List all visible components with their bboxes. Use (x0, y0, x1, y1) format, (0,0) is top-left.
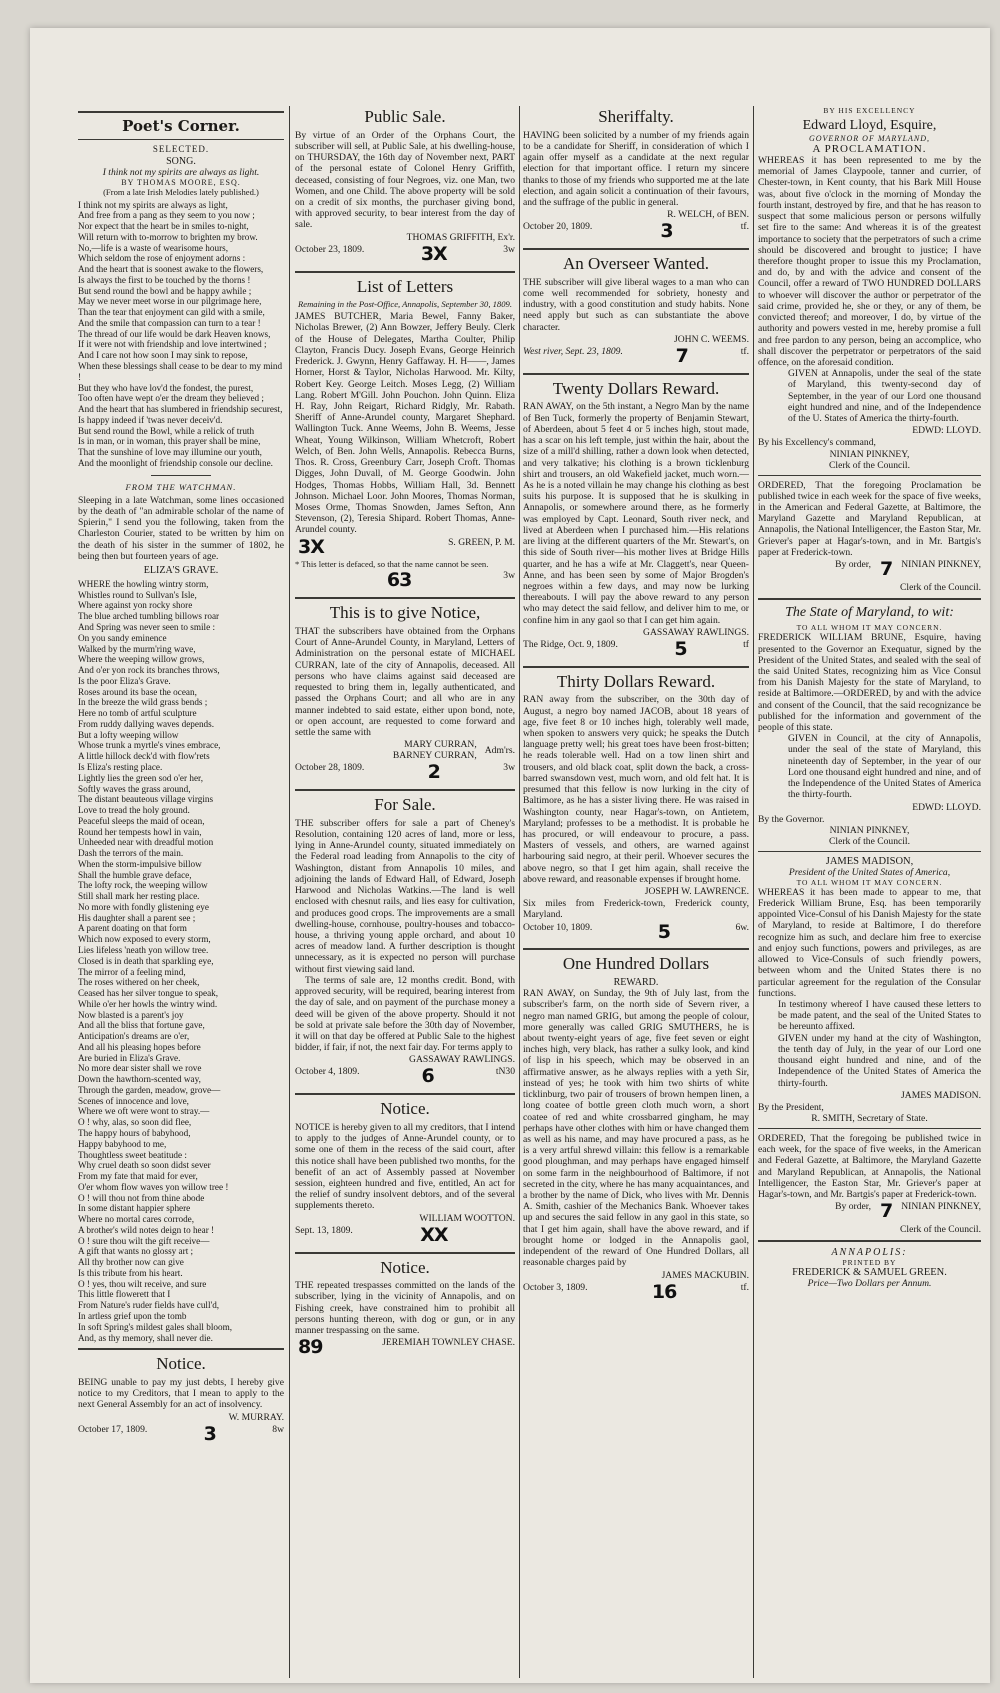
by-order-label: By order, (835, 1201, 871, 1213)
public-sale-text: By virtue of an Order of the Orphans Court, the subscriber will sell, at Public Sale, at his dwelling-house, on THURSDAY, the 16th day of November next, PART of the personal estate of Colonel Henry Griffith, deceased, consisting of four Negroes, viz. one Man, two Women, and one Child. The above property will be sold on a credit of six months, the purchaser giving bond, with approved security, to bear interest from the day of sale. (295, 129, 515, 231)
twenty-dollars-dateline (523, 639, 749, 661)
divider (758, 851, 981, 852)
handwritten-mark: 89 (298, 1336, 323, 1359)
letters-signature: S. GREEN, P. M. (448, 536, 515, 548)
state-by-governor: By the Governor. (758, 813, 825, 825)
state-clerk: NINIAN PINKNEY, (829, 824, 910, 836)
newspaper-page (30, 28, 990, 1683)
watchman-source: FROM THE WATCHMAN. (125, 481, 237, 492)
handwritten-mark: 3 (203, 1422, 216, 1445)
poets-corner-heading: Poet's Corner. (122, 117, 240, 135)
proclamation-header: BY HIS EXCELLENCY (823, 106, 916, 115)
ordered-2-signature-line (758, 1201, 981, 1223)
public-sale-signature: THOMAS GRIFFITH, Ex'r. (406, 231, 515, 243)
divider (523, 373, 749, 375)
sheriffalty-dateline (523, 221, 749, 243)
thirty-dollars-dateline (523, 922, 749, 944)
sheriffalty-title: Sheriffalty. (598, 107, 674, 126)
notice-date: October 28, 1809. (295, 762, 365, 774)
curran-dateline (295, 762, 515, 784)
hundred-dollars-dateline (523, 1282, 749, 1304)
notice-date: October 17, 1809. (78, 1423, 148, 1435)
madison-secretary: R. SMITH, Secretary of State. (811, 1113, 928, 1125)
letters-signature-line (295, 537, 515, 559)
proclamation-command: By his Excellency's command, (758, 437, 876, 449)
madison-name: JAMES MADISON, (825, 855, 914, 867)
letters-marks (295, 570, 515, 592)
thirty-dollars-text: RAN away from the subscriber, on the 30th day of August, a negro boy named JACOB, about 18 years of age, five feet 8 or 10 inches high, tolerably well made, when spoken to answers very quick; he speaks the Dutch language pretty well; his great toes have been frost-bitten; he reads tolerable well. Had on a tow linen shirt and trousers, and old black coat, split down the back, a cross-barred swansdown vest, much worn, and old felt hat. It is presumed that this fellow is now lurking in the city of Baltimore, as he has a sister living there. He was raised in Washington county, near Hagar's-town, on Antietem, Maryland; professes to be a methodist. It is probable he has procured, or will endeavour to procure, a pass. Masters of vessels, and others, are warned against harbouring said negro, at their peril. Whoever secures the above negro, so that I get him again, shall receive the above reward, and reasonable expenses if brought home. (523, 694, 749, 885)
divider (78, 111, 284, 113)
notice-date: October 20, 1809. (523, 221, 593, 233)
divider (523, 948, 749, 950)
for-sale-title: For Sale. (374, 795, 436, 815)
watchman-intro: Sleeping in a late Watchman, some lines occasioned by the death of "an admirable scholar of the name of Spierin," I send you the following, taken from the Charleston Courier, stated to be written by him on the death of his sister in the summer of 1802, he being then but fourteen years of age. (78, 494, 284, 562)
madison-testimony: In testimony whereof I have caused these letters to be made patent, and the seal of the United States to be hereunto affixed. (778, 999, 981, 1033)
notice-murray-signature: W. MURRAY. (228, 1411, 284, 1423)
insertion-code: 3w (503, 243, 515, 255)
divider (295, 789, 515, 791)
thirty-dollars-signature: JOSEPH W. LAWRENCE. (644, 886, 749, 898)
proclamation-given: GIVEN at Annapolis, under the seal of the state of Maryland, this twenty-second day of September, in the year of our Lord one thousand eight hundred and nine, and of the Independence of the U. States of America the thirty-fourth. (788, 368, 981, 425)
twenty-dollars-text: RAN AWAY, on the 5th instant, a Negro Man by the name of Ben Tuck, formerly the property of Benjamin Stewart, of Aberdeen, about 5 feet 4 or 5 inches high, stout made, has a scar on his left temple, just within the hair, about the size of a mill'd shilling, rather a down look when detected, and very talkative; his clothing is a brown ticklenburg shirt and trousers, an old Wakefield jacket, much worn.—As he is a noted villain he may change his clothing as best suits his purpose. It is supposed that he is skulking in Annapolis, or somewhere around there, as he formerly was employed by Capt. Leonard, South river neck, and lived at Aberdeen when I purchased him.—His relations are living at the different quarters of the Mr. Stewart's, on this side of South river—his mother lives at Bridge Hills quarter, and he has a wife at Mr. Claggett's, near Queen-Anne, and has been seen by some of Major Brogden's negroes within a few days, and may now be lurking thereabouts. I will pay the above reward to any person who may detect the said fellow, and deliver him to me, or confine him in any gaol so that I can get him again. (523, 401, 749, 626)
insertion-code: tf. (740, 1281, 749, 1293)
handwritten-mark: 16 (651, 1280, 677, 1303)
chase-notice-title: Notice. (380, 1257, 430, 1277)
divider (758, 475, 981, 476)
song-first-line: I think not my spirits are always as light. (102, 166, 260, 178)
insertion-code: tf. (740, 345, 749, 357)
grave-title: ELIZA'S GRAVE. (143, 564, 219, 576)
handwritten-mark: 3X (298, 535, 324, 558)
madison-signature: JAMES MADISON. (901, 1089, 981, 1101)
divider (758, 1240, 981, 1242)
proclamation-clerk: NINIAN PINKNEY, (829, 448, 910, 460)
notice-murray-dateline (78, 1424, 284, 1446)
handwritten-mark: 63 (386, 569, 412, 592)
divider (523, 248, 749, 250)
notice-date: West river, Sept. 23, 1809. (523, 345, 623, 357)
wootton-notice-text: NOTICE is hereby given to all my creditors, that I intend to apply to the judges of Anne-Arundel county, or to some one of them in the recess of the said court, after this notice shall have been published two months, for the benefit of an act of Assembly passed at November session, eighteen hundred and five, entitled, An act for the relief of sundry insolvent debtors, and of the several supplements thereto. (295, 1121, 515, 1212)
hundred-dollars-signature: JAMES MACKUBIN. (661, 1269, 749, 1281)
ordered-signature: NINIAN PINKNEY, (901, 559, 981, 571)
governor-title: GOVERNOR OF MARYLAND, (808, 134, 931, 143)
imprint-printers: FREDERICK & SAMUEL GREEN. (792, 1267, 947, 1279)
public-sale-dateline (295, 244, 515, 266)
governor-name: Edward Lloyd, Esquire, (802, 118, 937, 133)
notice-date: Sept. 13, 1809. (295, 1224, 353, 1236)
divider (758, 598, 981, 600)
handwritten-mark: 6 (421, 1065, 434, 1088)
signature-role: Adm'rs. (484, 744, 515, 756)
sale-date: October 4, 1809. (295, 1066, 360, 1078)
curran-notice-title: This is to give Notice, (329, 603, 481, 623)
divider (523, 666, 749, 668)
imprint-printed-by: PRINTED BY (842, 1258, 897, 1268)
curran-signatures (295, 739, 515, 761)
column-2 (295, 106, 515, 1360)
state-signature: EDWD: LLOYD. (912, 801, 981, 813)
chase-notice-text: THE repeated trespasses committed on the lands of the subscriber, lying in the vicinity of Annapolis, and on Fishing creek, have constrained him to prohibit all persons hunting thereon, with dog or gun, or in any manner trespassing on the same. (295, 1280, 515, 1337)
ordered-notice-1: ORDERED, That the foregoing Proclamation be published twice in each week for the space of five weeks, in the American and Federal Gazette, at Baltimore, the Maryland Gazette and Maryland Republican, at Annapolis, the National Intelligencer, the Easton Star, Mr. Griever's paper at Hagar's-town, and in Mr. Bartgis's paper at Frederick-town. (758, 479, 981, 558)
insertion-code: 3w (503, 762, 515, 774)
selected-label: SELECTED. (152, 143, 210, 154)
hundred-dollars-subtitle: REWARD. (613, 977, 659, 989)
handwritten-mark: XX (420, 1223, 448, 1246)
handwritten-mark: 7 (879, 1200, 893, 1223)
column-4 (758, 106, 981, 1289)
ordered-notice-2: ORDERED, That the foregoing be published twice in each week, for the space of five weeks, in the American and Federal Gazette, at Baltimore, the Maryland Gazette and Maryland Republican, at Annapolis, the National Intelligencer, the Easton Star, Mr. Griever's paper at Hagar's-town, and Mr. Bartgis's paper at Frederick-town. (758, 1133, 981, 1201)
divider (295, 1093, 515, 1095)
column-rule (519, 106, 520, 1678)
sheriffalty-signature: R. WELCH, of BEN. (667, 209, 749, 221)
overseer-text: THE subscriber will give liberal wages to a man who can come well recommended for sobriety, honesty and industry, with a good constitution and study habits. None need apply but such as can substantiate the above character. (523, 276, 749, 333)
state-subtitle: TO ALL WHOM IT MAY CONCERN. (796, 623, 943, 633)
madison-subtitle: TO ALL WHOM IT MAY CONCERN. (796, 877, 943, 887)
song-source: (From a late Irish Melodies lately published.) (103, 186, 259, 197)
madison-text: WHEREAS it has been made to appear to me, that Frederick William Brune, Esq. has been temporarily appointed Vice-Consul of his Danish Majesty for the state of Maryland, to reside at Baltimore, I do therefore recognize him as such, and declare him free to exercise and enjoy such functions, powers and privileges, as are allowed to Vice-Consuls of such friendly powers, between whom and the United States there is no particular agreement for the regulation of the Consular functions. (758, 886, 981, 999)
divider (78, 1348, 284, 1350)
wootton-signature: WILLIAM WOOTTON. (419, 1212, 515, 1224)
notice-date: October 3, 1809. (523, 1281, 588, 1293)
notice-murray-title: Notice. (156, 1354, 206, 1374)
hundred-dollars-text: RAN AWAY, on Sunday, the 9th of July last, from the subscriber's farm, on the north side of Severn river, a negro man named GRIG, but among the people of colour, more generally was called GRIG SMUTHERS, he is about twenty-eight years of age, five feet seven or eight inches high, very black, has rather a sulky look, and kind of lisp in his speech, which may be observed in an affirmative answer, as he always replies with a yeth Sir, instead of yes; he took with him two shirts of white ticklinburg, two pair of trousers of brown hempen linen, a long coatee of bottle green cloth much worn, a short coatee of red and white crossbarred gingham, he may perhaps have other clothes with him or have changed them as well as his name, and may have procured a pass, as he is a very artful shrewd villain: this fellow is a remarkable good ploughman, and may perhaps have engaged himself on some farm in the neighbourhood of Baltimore, if not secreted in the city, where he has many acquaintances, and a brother by the name of Dick, who lives with Mr. Dennis A. Smith, cashier of the Mechanics Bank. Whoever takes up and secures the said fellow in any gaol in this state, so that I get him again, shall have the above reward, and if brought home or lodged in the Annapolis gaol, independent of the reward of One Hundred Dollars, all reasonable charges paid by (523, 988, 749, 1269)
wootton-dateline (295, 1225, 515, 1247)
imprint-price: Price—Two Dollars per Annum. (807, 1278, 932, 1290)
column-rule (289, 106, 290, 1678)
letters-title: List of Letters (356, 276, 454, 296)
letters-list: JAMES BUTCHER, Maria Bewel, Fanny Baker, Nicholas Brewer, (2) Ann Bowzer, Jeffery Beuly. Clerk of the House of Delegates, Martha Coulter, Philip Clayton, Francis Ducy. Joseph Evans, George Heinrich Frederick. J. Gwynn, Henry Gaffaway. H. H——, James Horner, Horst & Taylor, Nicholas Harwood. Mr. Kilty, Robert Key. George Leitch. Moses Legg, (2) William Lang. Robert M'Gill. John Pouchon. John Quinn. Eliza H. Ray, John Reigart, Richard Ridgly, Mr. Rabath. Sheriff of Anne-Arundel county, Margaret Shephard. Wallington Tuck. Anne Weems, John B. Weems, Jesse Wheat, Young Wilkinson, William Whetcroft, Robert Welch, of Ben. John Wells, Annapolis. Rebecca Burns, Thos. R. Cross, Greenbury Carr, Joseph Croft. Thomas Digges, John Duvall, of M. George Goodwin. John Hodges, Thomas Hobbs, William Hall, 3d. Bennett Johnson. Michael Loor. John Moores, Thomas Norman, Moses Orme, Thomas Snowden, James Sefton, Ann Stevenson, (2), Teresia Shipard. Robert Thomas, Anne-Arundel county. (295, 311, 515, 536)
page-columns (78, 106, 981, 1678)
handwritten-mark: 2 (427, 761, 440, 784)
state-of-maryland-title: The State of Maryland, to wit: (785, 604, 954, 620)
proclamation-label: A PROCLAMATION. (812, 143, 927, 155)
public-sale-title: Public Sale. (364, 107, 446, 126)
thirty-dollars-title: Thirty Dollars Reward. (556, 671, 716, 691)
by-order-label: By order, (835, 559, 871, 571)
for-sale-dateline (295, 1066, 515, 1088)
letters-note: * This letter is defaced, so that the name cannot be seen. (295, 559, 489, 570)
insertion-code: tf. (740, 221, 749, 233)
grave-verses: WHERE the howling wintry storm, Whistles round to Sullvan's Isle, Where against yon rocky shore The blue arched tumbling billows roar And Spring was never seen to smile : On you sandy eminence Walked by the murm'ring wave, Where the weeping willow grows, And o'er yon rock its branches throws, Is the poor Eliza's Grave. Roses around its base the ocean, In the breeze the wild grass bends ; Here no tomb of artful sculpture From ruddy dallying waves depends. But a lofty weeping willow Whose trunk a myrtle's vines embrace, A little hillock deck'd with flow'rets Is Eliza's resting place. Lightly lies the green sod o'er her, Softly waves the grass around, The distant beauteous village virgins Love to tread the holy ground. Peaceful sleeps the maid of ocean, Round her tempests howl in vain, Unheeded near with dreadful motion Dash the terrors of the main. When the storm-impulsive billow Shall the humble grave deface, The lofty rock, the weeping willow Still shall mark her resting place. No more with fondly glistening eye His daughter shall a parent see ; A parent doating on that form Which now exposed to every storm, Lies lifeless 'neath yon willow tree. Closed is in death that sparkling eye, The mirror of a feeling mind, The roses withered on her cheek, Ceased has her silver tongue to speak, While o'er her howls the wintry wind. Now blasted is a parent's joy And all the bliss that fortune gave, Anticipation's dreams are o'er, And all his pleasing hopes before Are buried in Eliza's Grave. No more dear sister shall we rove Down the hawthorn-scented way, Through the garden, meadow, grove— Scenes of innocence and love, Where we oft were wont to stray.— O ! why, alas, so soon did flee, The happy hours of babyhood, Happy babyhood to me, Thoughtless sweet beatitude : Why cruel death so soon didst sever From my fate that maid for ever, O'er whom flow waves yon willow tree ! O ! will thou not from thine abode In some distant happier sphere Where no mortal cares corrode, A brother's wild notes deign to hear ! O ! sure thou wilt the gift receive— A gift that wants no glossy art ; All thy brother now can give Is this tribute from his heart. O ! yes, thou wilt receive, and sure This little flowerett that I From Nature's ruder fields have cull'd, In artless grief upon the tomb In soft Spring's mildest gales shall bloom, And, as thy memory, shall never die. (78, 578, 233, 1343)
state-given: GIVEN in Council, at the city of Annapolis, under the seal of the state of Maryland, this nineteenth day of September, in the year of our Lord one thousand eight hundred and nine, and of the Independence of the United States of America the thirty-fourth. (788, 733, 981, 801)
madison-by-president: By the President, (758, 1101, 824, 1113)
column-3 (523, 106, 749, 1304)
thirty-dollars-address: Six miles from Frederick-town, Frederick county, Maryland. (523, 898, 749, 921)
for-sale-text: THE subscriber offers for sale a part of Cheney's Resolution, containing 120 acres of land, more or less, lying in Anne-Arundel county, situated immediately on the Federal road leading from Annapolis to the city of Washington, distant from Annapolis 10 miles, and adjoining the lands of Edward Hall, of Edward, Joseph Harwood and Nicholas Watkins.—The land is well enclosed with chesnut rails, and lies easy for cultivation, and produces good crops. The improvements are a small dwelling-house, cornhouse, poultry-houses and tobacco-house, a thriving young apple orchard, and about 10 acres of meadow land. A further description is thought unnecessary, as it is expected no person will purchase without first viewing said land. (295, 817, 515, 975)
notice-date: The Ridge, Oct. 9, 1809. (523, 638, 618, 650)
insertion-code: 3w (503, 570, 515, 582)
handwritten-mark: 5 (657, 920, 670, 943)
overseer-signature: JOHN C. WEEMS. (674, 333, 749, 345)
handwritten-mark: 3 (660, 220, 673, 243)
letters-subtitle: Remaining in the Post-Office, Annapolis, September 30, 1809. (298, 299, 512, 310)
insertion-code: 6w. (735, 921, 749, 933)
madison-title: President of the United States of America, (788, 866, 951, 878)
signature: BARNEY CURRAN, (392, 750, 477, 762)
proclamation-clerk-title: Clerk of the Council. (829, 459, 910, 471)
song-author: BY THOMAS MOORE, ESQ. (121, 177, 241, 187)
handwritten-mark: 5 (674, 637, 687, 660)
overseer-title: An Overseer Wanted. (562, 254, 710, 274)
divider (78, 139, 284, 140)
divider (295, 597, 515, 599)
divider (758, 1128, 981, 1129)
divider (295, 271, 515, 273)
column-rule (753, 106, 754, 1678)
state-text: FREDERICK WILLIAM BRUNE, Esquire, having presented to the Governor an Exequatur, signed by the President of the United States, and sealed with the seal of the said United States, recognizing him as Vice Consul from his Danish Majesty for the state of Maryland, to reside at Baltimore.—ORDERED, by and with the advice and consent of the Council, that the said recognizance be published for the information and government of the people of this state. (758, 632, 981, 734)
column-1 (78, 106, 284, 1447)
handwritten-mark: 7 (879, 558, 893, 581)
signature: MARY CURRAN, (404, 739, 477, 751)
handwritten-mark: 7 (675, 344, 688, 367)
state-clerk-title: Clerk of the Council. (829, 835, 910, 847)
proclamation-text: WHEREAS it has been represented to me by the memorial of James Claypoole, tanner and currier, of Chester-town, in Kent county, that his Bark Mill House was, about five o'clock in the morning of Monday the fourth instant, destroyed by fire, and that he has reason to suspect that some malicious person or persons wilfully set fire to the same: And whereas it is of the greatest importance to society that the perpetrators of such a crime should be discovered and brought to justice; I have therefore thought proper to issue this my Proclamation, and do, by and with the advice and consent of the Council, offer a reward of TWO HUNDRED DOLLARS to whoever will discover the author or perpetrator of the said crime, provided he, she or they, or any of them, be convicted thereof; and moreover, I do, by virtue of the authority and powers vested in me, hereby promise a full and free pardon to any person, being an accomplice, who shall discover the perpetrator or perpetrators of the said offence, on the aforesaid condition. (758, 155, 981, 368)
for-sale-signature: GASSAWAY RAWLINGS. (409, 1054, 515, 1066)
insertion-code: 8w (272, 1423, 284, 1435)
sheriffalty-text: HAVING been solicited by a number of my friends again to be a candidate for Sheriff, in consideration of which I again offer myself as a candidate at the next regular election for that important office. I return my sincere thanks to those of my friends who supported me at the late election, and again solicit a continuation of their favours, and the suffrage of the public in general. (523, 129, 749, 208)
chase-signature: JEREMIAH TOWNLEY CHASE. (382, 1337, 515, 1349)
ordered-1-title: Clerk of the Council. (900, 581, 981, 593)
insertion-code: tN30 (495, 1066, 515, 1078)
ordered-signature: NINIAN PINKNEY, (901, 1201, 981, 1213)
notice-murray-text: BEING unable to pay my just debts, I hereby give notice to my Creditors, that I mean to apply to the next General Assembly for an act of insolvency. (78, 1377, 284, 1411)
twenty-dollars-title: Twenty Dollars Reward. (552, 378, 720, 398)
twenty-dollars-signature: GASSAWAY RAWLINGS. (643, 626, 749, 638)
proclamation-signature: EDWD: LLOYD. (912, 425, 981, 437)
notice-date: October 10, 1809. (523, 921, 593, 933)
wootton-notice-title: Notice. (380, 1099, 430, 1119)
chase-signature-line (295, 1337, 515, 1359)
for-sale-terms: The terms of sale are, 12 months credit. Bond, with approved security, will be required, bearing interest from the day of sale, and on payment of the purchase money a deed will be given of the above property. Should it not be sold at private sale before the 30th day of November, it will on that day be offered at Public Sale to the highest bidder, if fair, if not, the next fair day. For terms apply to (295, 974, 515, 1054)
divider (295, 1252, 515, 1254)
curran-notice-text: THAT the subscribers have obtained from the Orphans Court of Anne-Arundel County, in Maryland, Letters of Administration on the personal estate of MICHAEL CURRAN, late of the city of Annapolis, deceased. All persons who have claims against said deceased are requested to bring them in, legally authenticated, and passed the Orphans Court; and all who are in any manner indebted to said estate, either upon bond, note, or open account, are requested to come forward and settle the same with (295, 626, 515, 738)
hundred-dollars-title: One Hundred Dollars (562, 954, 710, 974)
handwritten-mark: 3X (420, 242, 447, 265)
ordered-1-signature-line (758, 559, 981, 581)
insertion-code: tf (743, 638, 749, 650)
madison-given: GIVEN under my hand at the city of Washington, the tenth day of July, in the year of our Lord one thousand eight hundred and nine, and of the Independence of the United States of America the thirty-fourth. (778, 1032, 981, 1089)
imprint-city: ANNAPOLIS: (831, 1247, 908, 1259)
overseer-dateline (523, 346, 749, 368)
ordered-2-title: Clerk of the Council. (900, 1224, 981, 1236)
sale-date: October 23, 1809. (295, 243, 365, 255)
song-verses: I think not my spirits are always as light, And free from a pang as they seem to you now ; Nor expect that the heart be in smiles to-night, Will return with to-morrow to brighten my brow. No,—life is a waste of wearisome hours, Which seldom the rose of enjoyment adorns : And the heart that is soonest awake to the flowers, Is always the first to be touched by the thorns ! But send round the bowl and be happy awhile ; May we never meet worse in our pilgrimage here, Than the tear that enjoyment can gild with a smile, And the smile that compassion can turn to a tear ! The thread of our life would be dark Heaven knows, If it were not with friendship and love intertwined ; And I care not how soon I may sink to repose, When these blessings shall cease to be dear to my mind ! But they who have lov'd the fondest, the purest, Too often have wept o'er the dream they believed ; And the heart that has slumbered in friendship securest, Is happy indeed if 'twas never deceiv'd. But send round the Bowl, while a relick of truth Is in man, or in woman, this prayer shall be mine, That the sunshine of love may illumine our youth, And the moonlight of friendship console our decline. (78, 199, 283, 468)
divider (151, 475, 211, 476)
song-title: SONG. (166, 155, 196, 167)
